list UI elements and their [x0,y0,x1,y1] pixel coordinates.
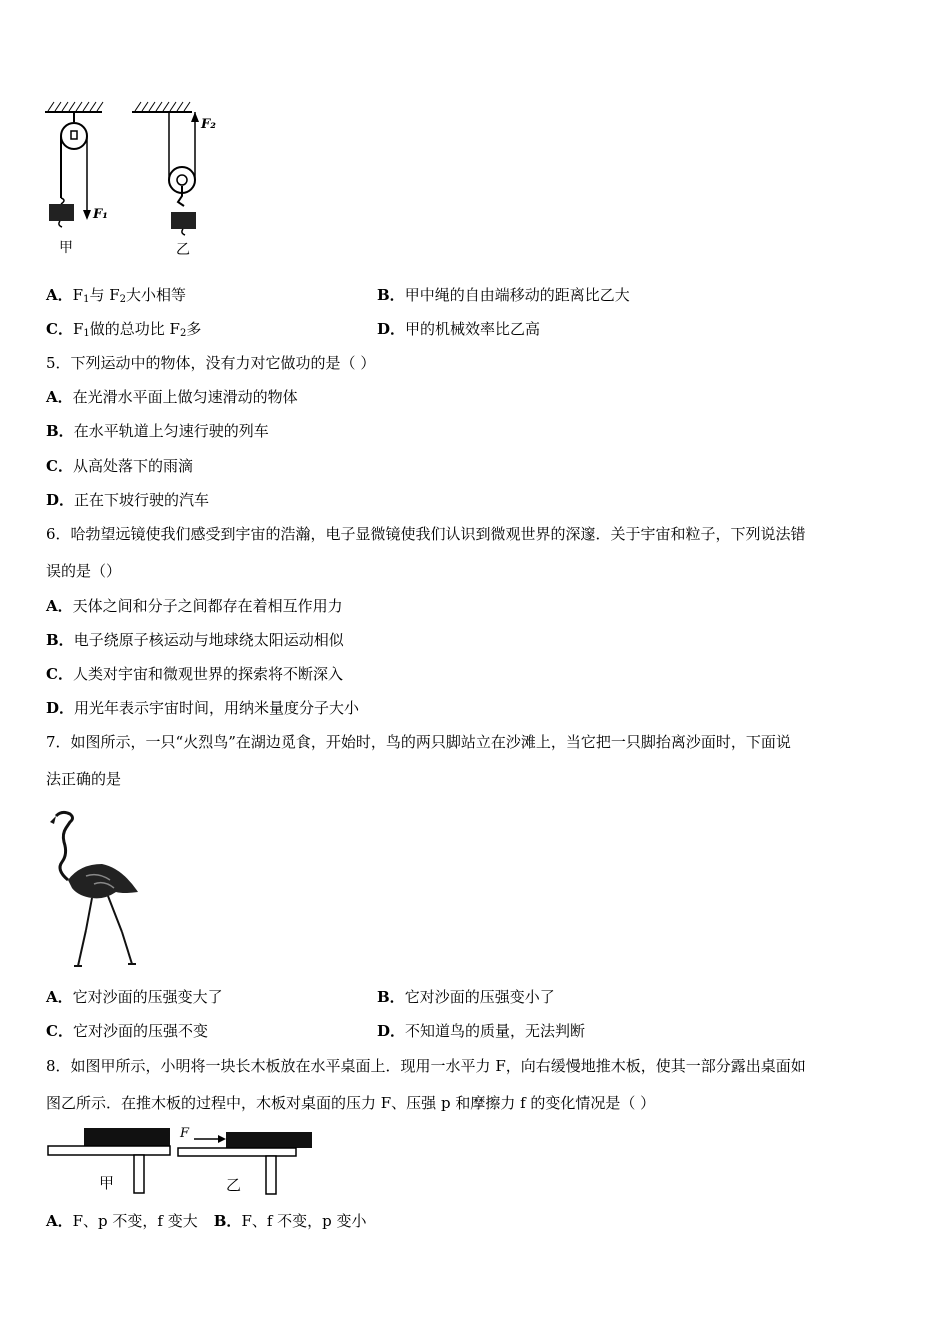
pulley-jia [45,102,108,256]
q7-option-d: D．不知道鸟的质量，无法判断 [377,1022,586,1040]
q4-option-d: D．甲的机械效率比乙高 [377,320,541,338]
label-yi: 乙 [176,242,190,258]
q6-option-c: C．人类对宇宙和微观世界的探索将不断深入 [46,665,343,683]
q7-stem-line2: 法正确的是 [46,770,122,788]
q6-option-d: D．用光年表示宇宙时间，用纳米量度分子大小 [46,699,360,717]
q4-option-c: C．$F_1$做的总功比 $F_2$多 [46,320,202,339]
q5-option-a: A．在光滑水平面上做匀速滑动的物体 [46,388,298,406]
q7-option-a: A．它对沙面的压强变大了 [46,988,223,1006]
fig-force-label: F [180,1126,190,1141]
label-jia: 甲 [59,240,73,256]
q6-stem-line2: 误的是（） [46,562,122,580]
q5-option-d: D．正在下坡行驶的汽车 [46,491,210,509]
q7-option-b: B．它对沙面的压强变小了 [377,988,555,1006]
q8-stem-line1: 8．如图甲所示，小明将一块长木板放在水平桌面上．现用一水平力 F，向右缓慢地推木板，使其一部分露出桌面如 [46,1057,806,1075]
fig-label-jia: 甲 [99,1174,115,1192]
q4-option-a-letter: A． [46,286,73,304]
q6-option-a: A．天体之间和分子之间都存在着相互作用力 [46,597,343,615]
q7-stem-line1: 7．如图所示，一只“火烈鸟”在湖边觅食，开始时，鸟的两只脚站立在沙滩上，当它把一只脚抬离沙面时，下面说 [46,733,791,751]
q5-option-b: B．在水平轨道上匀速行驶的列车 [46,422,269,440]
q6-stem-line1: 6．哈勃望远镜使我们感受到宇宙的浩瀚，电子显微镜使我们认识到微观世界的深邃．关于宇宙和粒子，下列说法错 [46,525,806,543]
board-yi [178,1126,312,1194]
flamingo-figure [42,808,142,970]
q4-option-a: A．$F_1$与 $F_2$大小相等 [46,286,187,305]
q8-stem-line2: 图乙所示．在推木板的过程中，木板对桌面的压力 F、压强 p 和摩擦力 f 的变化情况是（ ） [46,1094,656,1112]
q8-options: A．F、p 不变，f 变大 B．F、f 不变，p 变小 [46,1212,367,1230]
q7-option-c: C．它对沙面的压强不变 [46,1022,208,1040]
pulley-figure [40,98,230,260]
q4-option-b: B．甲中绳的自由端移动的距离比乙大 [377,286,630,304]
pulley-yi [132,102,216,258]
q6-option-b: B．电子绕原子核运动与地球绕太阳运动相似 [46,631,344,649]
f2-label: F₂ [201,117,216,132]
board-jia [48,1128,170,1193]
q5-stem: 5．下列运动中的物体，没有力对它做功的是（ ） [46,354,376,372]
fig-label-yi: 乙 [226,1176,242,1194]
f1-label: F₁ [93,207,108,222]
q5-option-c: C．从高处落下的雨滴 [46,457,193,475]
board-figure [44,1124,316,1200]
